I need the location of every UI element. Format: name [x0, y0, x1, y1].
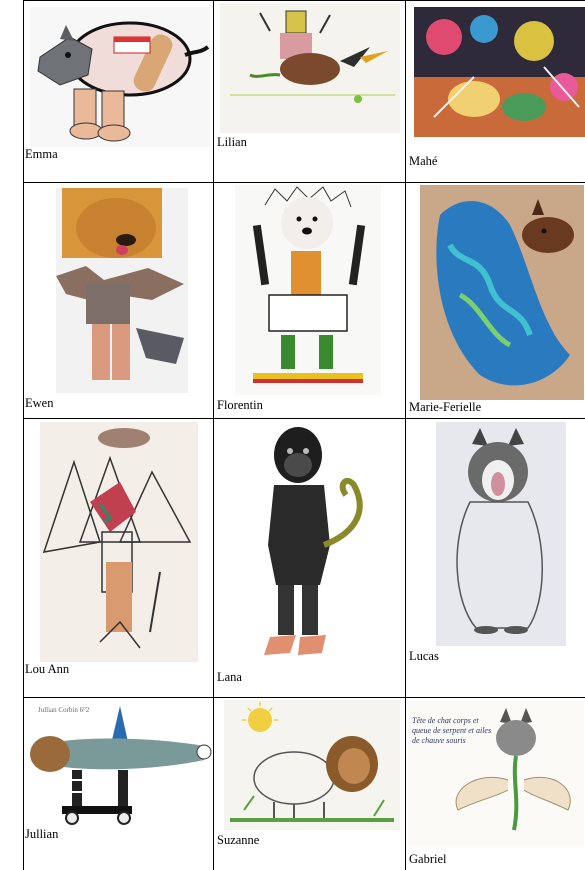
student-name: Jullian: [25, 827, 59, 841]
student-name: Lilian: [217, 135, 247, 149]
artwork-image: [420, 185, 584, 400]
student-name: Lucas: [409, 649, 439, 663]
student-name: Marie-Ferielle: [409, 400, 482, 414]
table-cell: [214, 1, 405, 182]
student-name: Lou Ann: [25, 662, 70, 676]
table-cell: [406, 419, 585, 697]
student-name: Emma: [25, 147, 58, 161]
artwork-image: [220, 3, 400, 133]
student-name: Suzanne: [217, 833, 260, 847]
student-name: Florentin: [217, 398, 263, 412]
table-cell: [406, 698, 585, 870]
table-cell: [214, 183, 405, 418]
table-cell: [24, 698, 213, 870]
table-cell: [214, 698, 405, 870]
student-name: Gabriel: [409, 852, 447, 866]
artwork-image: [436, 422, 566, 646]
table-cell: [24, 183, 213, 418]
student-name: Ewen: [25, 396, 54, 410]
table-cell: [24, 1, 213, 182]
table-cell: [406, 1, 585, 182]
artwork-image: [224, 700, 400, 830]
artwork-image: [40, 422, 198, 662]
table-cell: [214, 419, 405, 697]
table-cell: [24, 419, 213, 697]
artwork-image: [28, 700, 212, 830]
artwork-image: [30, 7, 210, 147]
artwork-image: [250, 425, 372, 661]
student-name: Mahé: [409, 154, 438, 168]
student-name: Lana: [217, 670, 242, 684]
artwork-image: [414, 7, 585, 137]
artwork-image: [56, 188, 188, 393]
artwork-image: [235, 185, 381, 395]
handwritten-note: Jullian Corbin 6°2: [38, 706, 90, 714]
table-cell: [406, 183, 585, 418]
handwritten-note: Tête de chat corps et queue de serpent et ailes de chauve souris: [412, 716, 492, 745]
